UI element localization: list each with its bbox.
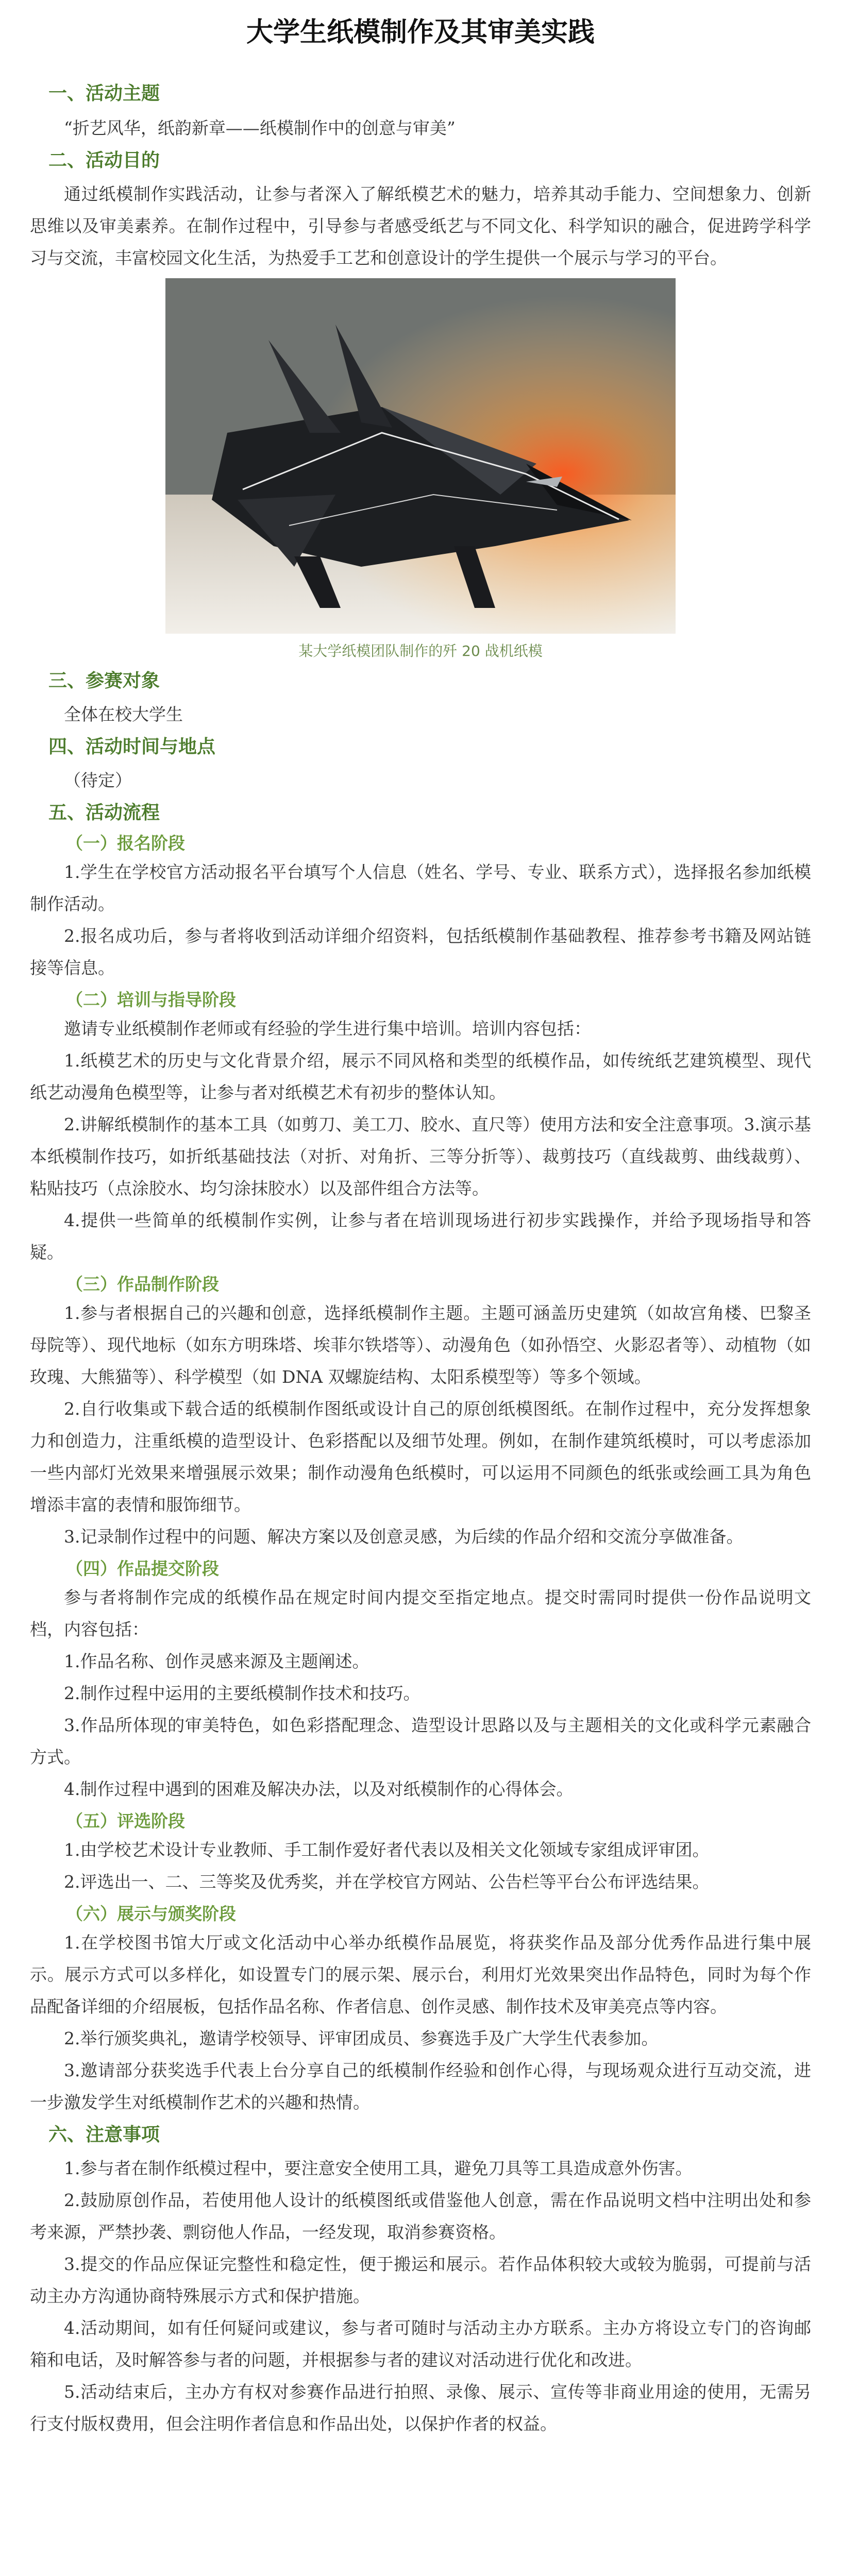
section-heading-process: 五、活动流程 xyxy=(48,802,160,823)
stage-heading-training: （二）培训与指导阶段 xyxy=(66,990,236,1010)
stage-heading-submission: （四）作品提交阶段 xyxy=(66,1558,219,1579)
notes-item-4: 4.活动期间，如有任何疑问或建议，参与者可随时与活动主办方联系。主办方将设立专门的咨询邮箱和电话，及时解答参与者的问题，并根据参与者的建议对活动进行优化和改进。 xyxy=(30,2318,811,2370)
paper-jet-model-image xyxy=(165,278,676,634)
figure-caption: 某大学纸模团队制作的歼 20 战机纸模 xyxy=(298,642,543,659)
judging-item-2: 2.评选出一、二、三等奖及优秀奖，并在学校官方网站、公告栏等平台公布评选结果。 xyxy=(64,1872,710,1892)
purpose-paragraph: 通过纸模制作实践活动，让参与者深入了解纸模艺术的魅力，培养其动手能力、空间想象力、创新思维以及审美素养。在制作过程中，引导参与者感受纸艺与不同文化、科学知识的融合，促进跨学科学习与交流，丰富校园文化生活，为热爱手工艺和创意设计的学生提供一个展示与学习的平台。 xyxy=(30,184,811,268)
stage-heading-judging: （五）评选阶段 xyxy=(66,1811,185,1831)
section-heading-time-place: 四、活动时间与地点 xyxy=(48,736,216,757)
training-item-2-3: 2.讲解纸模制作的基本工具（如剪刀、美工刀、胶水、直尺等）使用方法和安全注意事项。3.演示基本纸模制作技巧，如折纸基础技法（对折、对角折、三等分折等）、裁剪技巧（直线裁剪、曲线裁剪）、粘贴技巧（点涂胶水、均匀涂抹胶水）以及部件组合方法等。 xyxy=(30,1114,811,1198)
figure xyxy=(30,278,811,636)
training-intro: 邀请专业纸模制作老师或有经验的学生进行集中培训。培训内容包括： xyxy=(64,1019,591,1039)
notes-item-3: 3.提交的作品应保证完整性和稳定性，便于搬运和展示。若作品体积较大或较为脆弱，可提前与活动主办方沟通协商特殊展示方式和保护措施。 xyxy=(30,2254,811,2306)
section-heading-participants: 三、参赛对象 xyxy=(48,670,160,691)
theme-text: “折艺风华，纸韵新章——纸模制作中的创意与审美” xyxy=(64,118,456,138)
j20-paper-model-illustration xyxy=(165,278,676,634)
exhibition-item-2: 2.举行颁奖典礼，邀请学校领导、评审团成员、参赛选手及广大学生代表参加。 xyxy=(64,2028,659,2048)
participants-text: 全体在校大学生 xyxy=(64,704,183,724)
section-heading-purpose: 二、活动目的 xyxy=(48,150,160,171)
stage-heading-production: （三）作品制作阶段 xyxy=(66,1274,219,1294)
notes-item-1: 1.参与者在制作纸模过程中，要注意安全使用工具，避免刀具等工具造成意外伤害。 xyxy=(64,2158,693,2178)
production-item-2: 2.自行收集或下载合适的纸模制作图纸或设计自己的原创纸模图纸。在制作过程中，充分发挥想象力和创造力，注重纸模的造型设计、色彩搭配以及细节处理。例如，在制作建筑纸模时，可以考虑添加一些内部灯光效果来增强展示效果；制作动漫角色纸模时，可以运用不同颜色的纸张或绘画工具为角色增添丰富的表情和服饰细节。 xyxy=(30,1399,811,1515)
page-title: 大学生纸模制作及其审美实践 xyxy=(246,16,595,48)
production-item-3: 3.记录制作过程中的问题、解决方案以及创意灵感，为后续的作品介绍和交流分享做准备。 xyxy=(64,1527,744,1547)
notes-item-5: 5.活动结束后，主办方有权对参赛作品进行拍照、录像、展示、宣传等非商业用途的使用，无需另行支付版权费用，但会注明作者信息和作品出处，以保护作者的权益。 xyxy=(30,2382,811,2434)
stage-heading-registration: （一）报名阶段 xyxy=(66,833,185,853)
submission-intro: 参与者将制作完成的纸模作品在规定时间内提交至指定地点。提交时需同时提供一份作品说明文档，内容包括： xyxy=(30,1587,811,1639)
time-place-text: （待定） xyxy=(64,770,132,790)
judging-item-1: 1.由学校艺术设计专业教师、手工制作爱好者代表以及相关文化领域专家组成评审团。 xyxy=(64,1840,710,1860)
registration-item-2: 2.报名成功后，参与者将收到活动详细介绍资料，包括纸模制作基础教程、推荐参考书籍及网站链接等信息。 xyxy=(30,926,811,978)
submission-item-2: 2.制作过程中运用的主要纸模制作技术和技巧。 xyxy=(64,1683,420,1703)
section-heading-notes: 六、注意事项 xyxy=(48,2124,160,2145)
stage-heading-exhibition: （六）展示与颁奖阶段 xyxy=(66,1904,236,1924)
production-item-1: 1.参与者根据自己的兴趣和创意，选择纸模制作主题。主题可涵盖历史建筑（如故宫角楼、巴黎圣母院等）、现代地标（如东方明珠塔、埃菲尔铁塔等）、动漫角色（如孙悟空、火影忍者等）、动植物（如玫瑰、大熊猫等）、科学模型（如 DNA 双螺旋结构、太阳系模型等）等多个领域。 xyxy=(30,1303,811,1387)
submission-item-4: 4.制作过程中遇到的困难及解决办法，以及对纸模制作的心得体会。 xyxy=(64,1779,574,1799)
training-item-1: 1.纸模艺术的历史与文化背景介绍，展示不同风格和类型的纸模作品，如传统纸艺建筑模型、现代纸艺动漫角色模型等，让参与者对纸模艺术有初步的整体认知。 xyxy=(30,1050,811,1103)
training-item-4: 4.提供一些简单的纸模制作实例，让参与者在培训现场进行初步实践操作，并给予现场指导和答疑。 xyxy=(30,1210,811,1262)
notes-item-2: 2.鼓励原创作品，若使用他人设计的纸模图纸或借鉴他人创意，需在作品说明文档中注明出处和参考来源，严禁抄袭、剽窃他人作品，一经发现，取消参赛资格。 xyxy=(30,2190,811,2242)
section-heading-theme: 一、活动主题 xyxy=(48,83,160,104)
registration-item-1: 1.学生在学校官方活动报名平台填写个人信息（姓名、学号、专业、联系方式），选择报名参加纸模制作活动。 xyxy=(30,862,811,914)
exhibition-item-3: 3.邀请部分获奖选手代表上台分享自己的纸模制作经验和创作心得，与现场观众进行互动交流，进一步激发学生对纸模制作艺术的兴趣和热情。 xyxy=(30,2060,811,2112)
submission-item-1: 1.作品名称、创作灵感来源及主题阐述。 xyxy=(64,1651,369,1671)
submission-item-3: 3.作品所体现的审美特色，如色彩搭配理念、造型设计思路以及与主题相关的文化或科学元素融合方式。 xyxy=(30,1715,811,1767)
exhibition-item-1: 1.在学校图书馆大厅或文化活动中心举办纸模作品展览，将获奖作品及部分优秀作品进行集中展示。展示方式可以多样化，如设置专门的展示架、展示台，利用灯光效果突出作品特色，同时为每个作品配备详细的介绍展板，包括作品名称、作者信息、创作灵感、制作技术及审美亮点等内容。 xyxy=(30,1933,811,2016)
